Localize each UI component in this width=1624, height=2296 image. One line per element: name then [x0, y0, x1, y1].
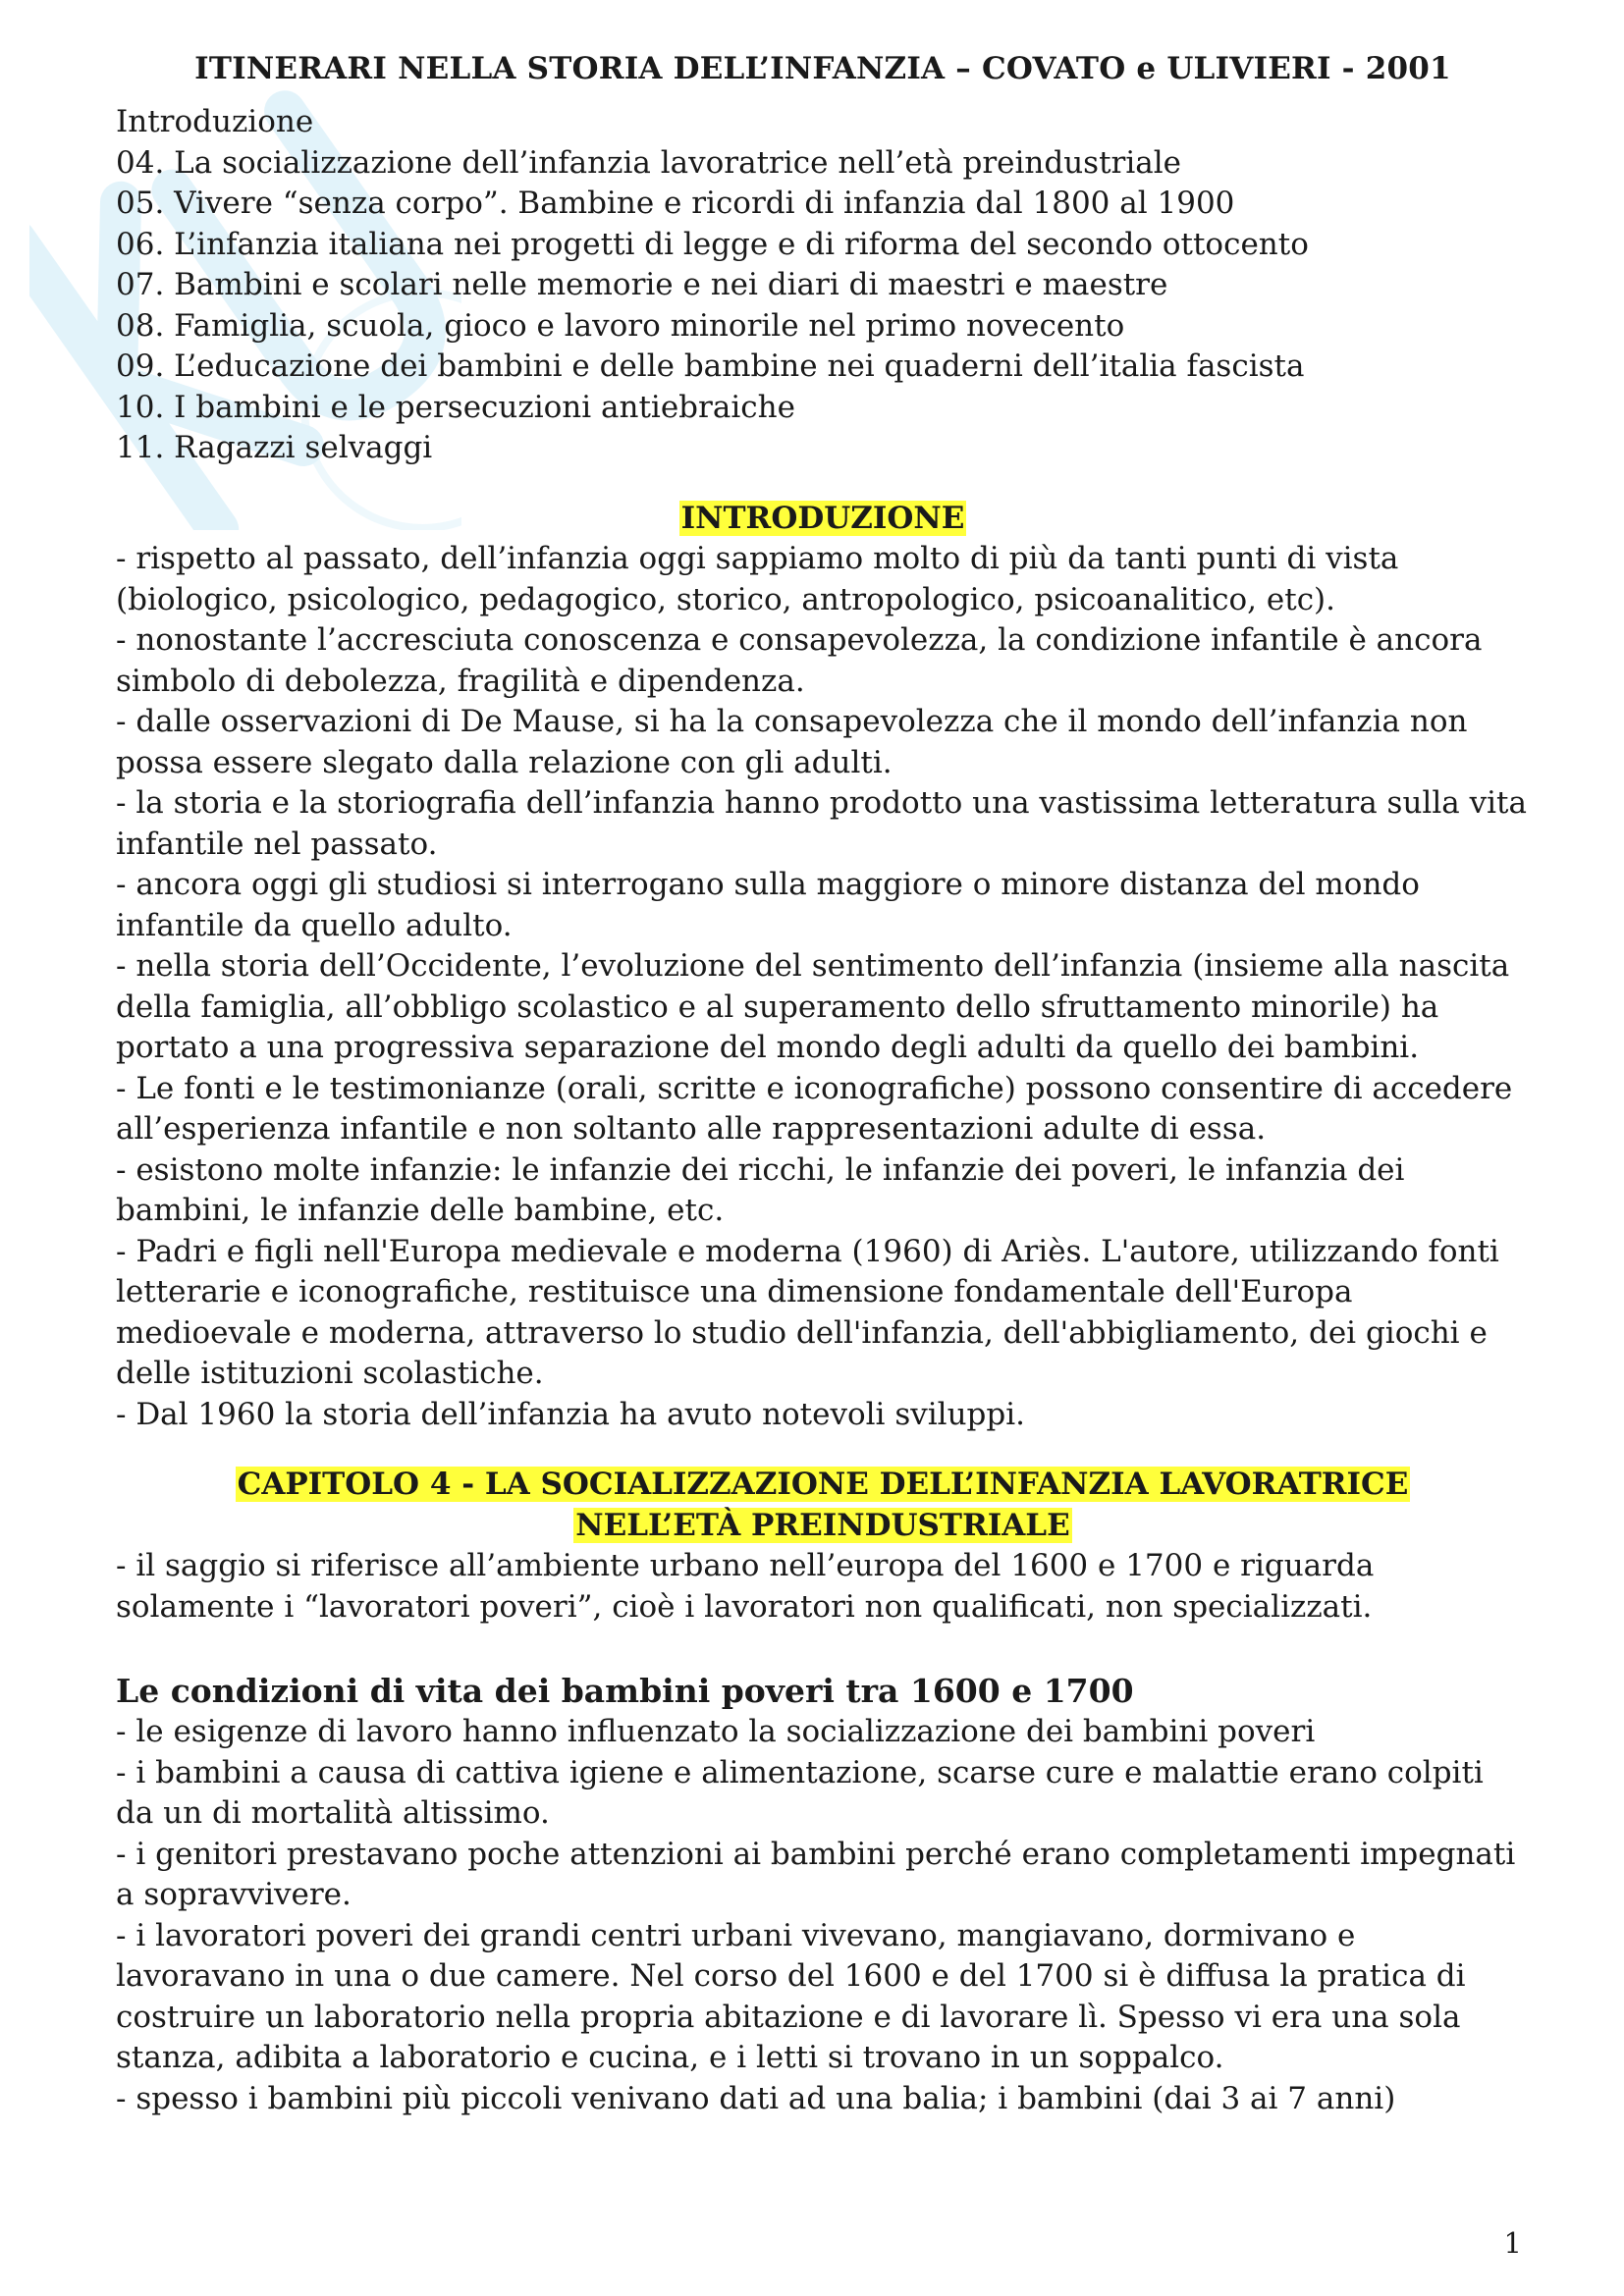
paragraph: - Le fonti e le testimonianze (orali, scritte e iconografiche) possono consentire di accedere all’esperienza infantile e non soltanto alle rappresentazioni adulte di essa.	[116, 1070, 1513, 1147]
paragraph: - dalle osservazioni di De Mause, si ha la consapevolezza che il mondo dell’infanzia non possa essere slegato dalla relazione con gli adulti.	[116, 704, 1468, 780]
paragraph: - i lavoratori poveri dei grandi centri urbani vivevano, mangiavano, dormivano e lavoravano in una o due camere. Nel corso del 1600 e del 1700 si è diffusa la pratica di costruire un laboratorio nella propria abitazione e di lavorare lì. Spesso vi era una sola stanza, adibita a laboratorio e cucina, e i letti si trovano in un soppalco.	[116, 1917, 1466, 2075]
paragraph: - il saggio si riferisce all’ambiente urbano nell’europa del 1600 e 1700 e riguarda solamente i “lavoratori poveri”, cioè i lavoratori non qualificati, non specializzati.	[116, 1548, 1375, 1625]
introduzione-heading	[116, 499, 1530, 540]
paragraph: - i bambini a causa di cattiva igiene e alimentazione, scarse cure e malattie erano colpiti da un di mortalità altissimo.	[116, 1754, 1484, 1831]
paragraph: - Padri e figli nell'Europa medievale e moderna (1960) di Ariès. L'autore, utilizzando fonti letterarie e iconografiche, restituisce una dimensione fondamentale dell'Europa medioevale e moderna, attraverso lo studio dell'infanzia, dell'abbigliamento, dei giochi e delle istituzioni scolastiche.	[116, 1233, 1499, 1391]
paragraph: - Dal 1960 la storia dell’infanzia ha avuto notevoli sviluppi.	[116, 1396, 1025, 1432]
capitolo-4-body	[116, 1546, 1530, 1628]
condizioni-di-vita-heading: Le condizioni di vita dei bambini poveri tra 1600 e 1700	[116, 1672, 1134, 1710]
paragraph: - i genitori prestavano poche attenzioni ai bambini perché erano completamenti impegnati a sopravvivere.	[116, 1836, 1516, 1912]
toc-item: Introduzione	[116, 104, 314, 139]
toc-item: 09. L’educazione dei bambini e delle bambine nei quaderni dell’italia fascista	[116, 348, 1305, 384]
capitolo-4-heading	[116, 1465, 1530, 1546]
toc-item: 08. Famiglia, scuola, gioco e lavoro minorile nel primo novecento	[116, 307, 1125, 344]
paragraph: - spesso i bambini più piccoli venivano dati ad una balia; i bambini (dai 3 ai 7 anni)	[116, 2080, 1396, 2116]
table-of-contents	[116, 102, 1530, 469]
page-number: 1	[1503, 2226, 1522, 2260]
paragraph: - rispetto al passato, dell’infanzia oggi sappiamo molto di più da tanti punti di vista (biologico, psicologico, pedagogico, storico, antropologico, psicoanalitico, etc).	[116, 541, 1399, 617]
capitolo-4-heading-line2: NELL’ETÀ PREINDUSTRIALE	[575, 1507, 1070, 1543]
toc-item: 11. Ragazzi selvaggi	[116, 430, 433, 465]
paragraph: - nonostante l’accresciuta conoscenza e consapevolezza, la condizione infantile è ancora simbolo di debolezza, fragilità e dipendenza.	[116, 622, 1483, 699]
introduzione-body	[116, 539, 1530, 1435]
toc-item: 04. La socializzazione dell’infanzia lavoratrice nell’età preindustriale	[116, 144, 1182, 181]
capitolo-4-heading-line1: CAPITOLO 4 - LA SOCIALIZZAZIONE DELL’INFANZIA LAVORATRICE	[237, 1467, 1409, 1502]
paragraph: - ancora oggi gli studiosi si interrogano sulla maggiore o minore distanza del mondo infantile da quello adulto.	[116, 867, 1420, 943]
condizioni-di-vita-body	[116, 1712, 1530, 2119]
toc-item: 06. L’infanzia italiana nei progetti di legge e di riforma del secondo ottocento	[116, 226, 1309, 262]
introduzione-heading-text: INTRODUZIONE	[680, 500, 965, 536]
toc-item: 07. Bambini e scolari nelle memorie e nei diari di maestri e maestre	[116, 267, 1168, 302]
paragraph: - la storia e la storiografia dell’infanzia hanno prodotto una vastissima letteratura sulla vita infantile nel passato.	[116, 785, 1527, 862]
toc-item: 05. Vivere “senza corpo”. Bambine e ricordi di infanzia dal 1800 al 1900	[116, 186, 1235, 221]
paragraph: - nella storia dell’Occidente, l’evoluzione del sentimento dell’infanzia (insieme alla nascita della famiglia, all’obbligo scolastico e al superamento dello sfruttamento minorile) ha portato a una progressiva separazione del mondo degli adulti da quello dei bambini.	[116, 948, 1510, 1065]
document-title: ITINERARI NELLA STORIA DELL’INFANZIA – COVATO e ULIVIERI - 2001	[194, 51, 1451, 86]
paragraph: - esistono molte infanzie: le infanzie dei ricchi, le infanzie dei poveri, le infanzia dei bambini, le infanzie delle bambine, etc.	[116, 1151, 1405, 1228]
document-page	[116, 51, 1530, 2119]
toc-item: 10. I bambini e le persecuzioni antiebraiche	[116, 389, 795, 425]
paragraph: - le esigenze di lavoro hanno influenzato la socializzazione dei bambini poveri	[116, 1714, 1316, 1749]
